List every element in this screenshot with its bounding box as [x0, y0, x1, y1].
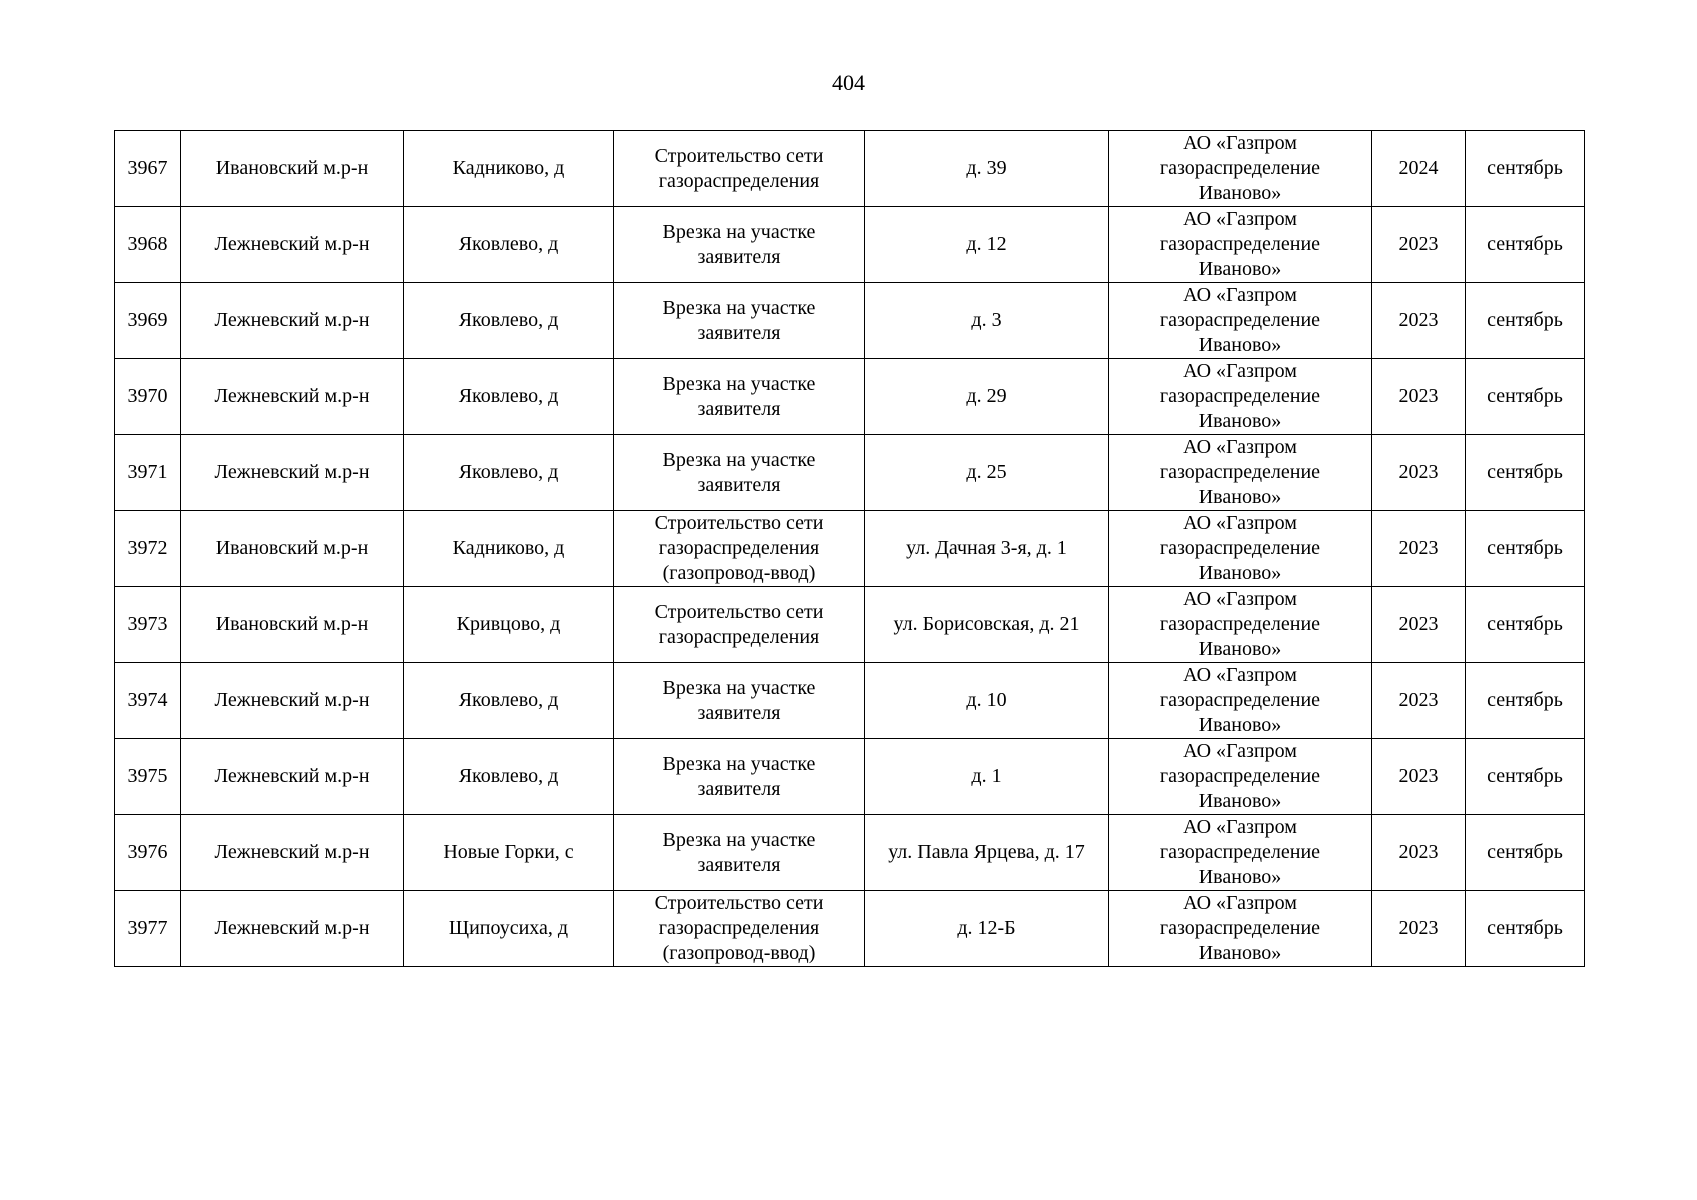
- cell-month: сентябрь: [1466, 131, 1585, 207]
- cell-organization: АО «Газпром газораспределение Иваново»: [1109, 435, 1372, 511]
- cell-address: д. 12-Б: [865, 891, 1109, 967]
- cell-district: Ивановский м.р-н: [181, 587, 404, 663]
- cell-district: Лежневский м.р-н: [181, 359, 404, 435]
- cell-year: 2023: [1372, 587, 1466, 663]
- cell-work-type: Врезка на участке заявителя: [614, 435, 865, 511]
- cell-address: д. 25: [865, 435, 1109, 511]
- table-row: [115, 283, 1585, 359]
- cell-organization: АО «Газпром газораспределение Иваново»: [1109, 663, 1372, 739]
- cell-organization: АО «Газпром газораспределение Иваново»: [1109, 587, 1372, 663]
- cell-settlement: Щипоусиха, д: [404, 891, 614, 967]
- cell-month: сентябрь: [1466, 511, 1585, 587]
- table-row: [115, 663, 1585, 739]
- cell-district: Лежневский м.р-н: [181, 435, 404, 511]
- cell-work-type: Врезка на участке заявителя: [614, 283, 865, 359]
- cell-work-type: Врезка на участке заявителя: [614, 207, 865, 283]
- cell-month: сентябрь: [1466, 587, 1585, 663]
- table-row: [115, 587, 1585, 663]
- cell-work-type: Врезка на участке заявителя: [614, 663, 865, 739]
- cell-number: 3969: [115, 283, 181, 359]
- cell-settlement: Кадниково, д: [404, 511, 614, 587]
- cell-address: д. 29: [865, 359, 1109, 435]
- cell-district: Лежневский м.р-н: [181, 663, 404, 739]
- registry-table: [114, 130, 1585, 967]
- cell-organization: АО «Газпром газораспределение Иваново»: [1109, 891, 1372, 967]
- cell-district: Лежневский м.р-н: [181, 207, 404, 283]
- page-number: 404: [832, 70, 865, 95]
- cell-number: 3971: [115, 435, 181, 511]
- cell-year: 2023: [1372, 891, 1466, 967]
- cell-settlement: Новые Горки, с: [404, 815, 614, 891]
- cell-organization: АО «Газпром газораспределение Иваново»: [1109, 815, 1372, 891]
- cell-work-type: Врезка на участке заявителя: [614, 739, 865, 815]
- cell-settlement: Яковлево, д: [404, 739, 614, 815]
- cell-year: 2023: [1372, 283, 1466, 359]
- cell-work-type: Строительство сети газораспределения: [614, 131, 865, 207]
- cell-organization: АО «Газпром газораспределение Иваново»: [1109, 511, 1372, 587]
- cell-month: сентябрь: [1466, 435, 1585, 511]
- cell-district: Ивановский м.р-н: [181, 131, 404, 207]
- cell-address: ул. Дачная 3-я, д. 1: [865, 511, 1109, 587]
- cell-district: Лежневский м.р-н: [181, 739, 404, 815]
- cell-year: 2023: [1372, 663, 1466, 739]
- table-row: [115, 207, 1585, 283]
- cell-organization: АО «Газпром газораспределение Иваново»: [1109, 739, 1372, 815]
- cell-year: 2023: [1372, 511, 1466, 587]
- cell-month: сентябрь: [1466, 663, 1585, 739]
- cell-number: 3967: [115, 131, 181, 207]
- cell-number: 3973: [115, 587, 181, 663]
- cell-number: 3972: [115, 511, 181, 587]
- cell-address: ул. Павла Ярцева, д. 17: [865, 815, 1109, 891]
- cell-organization: АО «Газпром газораспределение Иваново»: [1109, 207, 1372, 283]
- cell-year: 2023: [1372, 739, 1466, 815]
- cell-number: 3977: [115, 891, 181, 967]
- cell-organization: АО «Газпром газораспределение Иваново»: [1109, 283, 1372, 359]
- cell-number: 3970: [115, 359, 181, 435]
- cell-year: 2024: [1372, 131, 1466, 207]
- cell-year: 2023: [1372, 359, 1466, 435]
- cell-work-type: Врезка на участке заявителя: [614, 359, 865, 435]
- cell-year: 2023: [1372, 815, 1466, 891]
- cell-settlement: Кадниково, д: [404, 131, 614, 207]
- cell-address: д. 12: [865, 207, 1109, 283]
- cell-organization: АО «Газпром газораспределение Иваново»: [1109, 131, 1372, 207]
- cell-address: д. 1: [865, 739, 1109, 815]
- table-row: [115, 815, 1585, 891]
- table-row: [115, 511, 1585, 587]
- cell-settlement: Яковлево, д: [404, 435, 614, 511]
- cell-work-type: Врезка на участке заявителя: [614, 815, 865, 891]
- cell-district: Лежневский м.р-н: [181, 283, 404, 359]
- cell-district: Ивановский м.р-н: [181, 511, 404, 587]
- registry-table-body: [115, 131, 1585, 967]
- cell-settlement: Яковлево, д: [404, 663, 614, 739]
- table-row: [115, 359, 1585, 435]
- cell-settlement: Яковлево, д: [404, 283, 614, 359]
- cell-year: 2023: [1372, 435, 1466, 511]
- cell-month: сентябрь: [1466, 891, 1585, 967]
- cell-district: Лежневский м.р-н: [181, 891, 404, 967]
- cell-district: Лежневский м.р-н: [181, 815, 404, 891]
- cell-work-type: Строительство сети газораспределения (газопровод-ввод): [614, 891, 865, 967]
- table-row: [115, 739, 1585, 815]
- cell-address: д. 3: [865, 283, 1109, 359]
- cell-settlement: Яковлево, д: [404, 207, 614, 283]
- table-row: [115, 891, 1585, 967]
- table-row: [115, 435, 1585, 511]
- cell-address: д. 39: [865, 131, 1109, 207]
- cell-month: сентябрь: [1466, 283, 1585, 359]
- cell-organization: АО «Газпром газораспределение Иваново»: [1109, 359, 1372, 435]
- cell-number: 3976: [115, 815, 181, 891]
- cell-month: сентябрь: [1466, 207, 1585, 283]
- cell-address: ул. Борисовская, д. 21: [865, 587, 1109, 663]
- cell-month: сентябрь: [1466, 815, 1585, 891]
- cell-address: д. 10: [865, 663, 1109, 739]
- cell-settlement: Кривцово, д: [404, 587, 614, 663]
- table-row: [115, 131, 1585, 207]
- cell-work-type: Строительство сети газораспределения: [614, 587, 865, 663]
- cell-number: 3974: [115, 663, 181, 739]
- cell-month: сентябрь: [1466, 359, 1585, 435]
- cell-settlement: Яковлево, д: [404, 359, 614, 435]
- cell-number: 3968: [115, 207, 181, 283]
- cell-work-type: Строительство сети газораспределения (газопровод-ввод): [614, 511, 865, 587]
- cell-number: 3975: [115, 739, 181, 815]
- cell-month: сентябрь: [1466, 739, 1585, 815]
- cell-year: 2023: [1372, 207, 1466, 283]
